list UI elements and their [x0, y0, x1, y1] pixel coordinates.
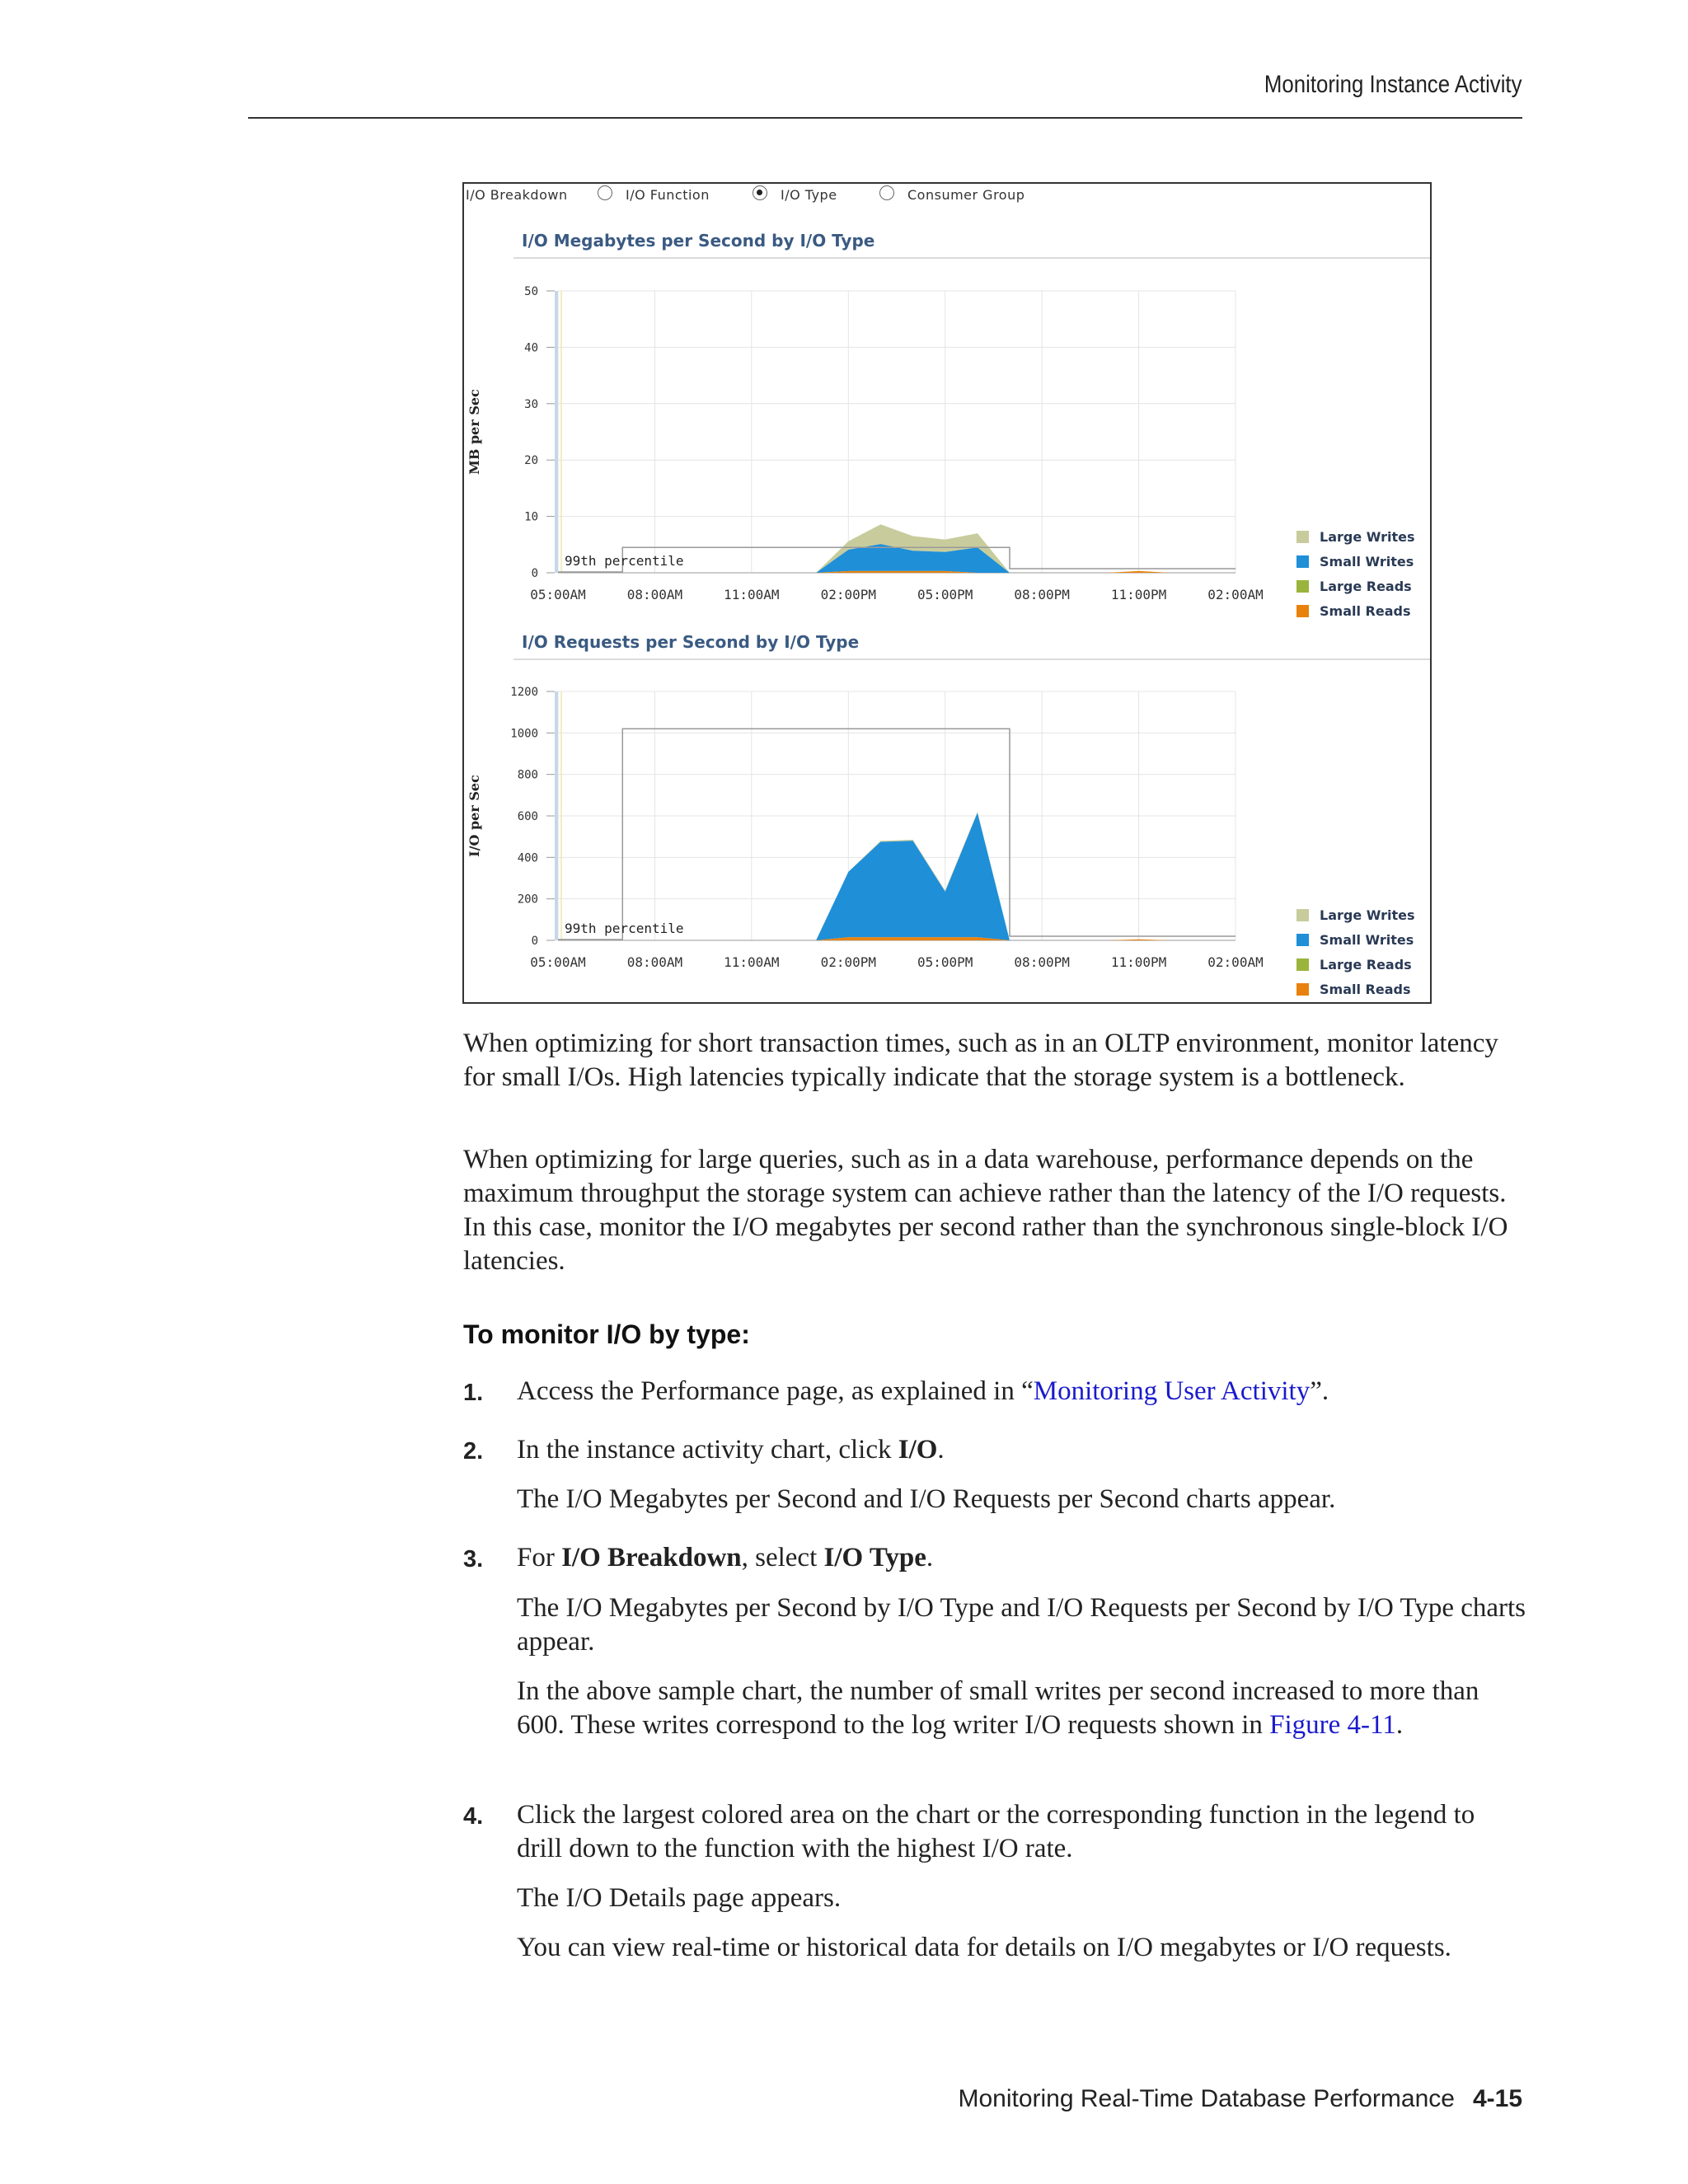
x-tick-label: 11:00AM: [724, 587, 780, 602]
step-3-io-type-bold: I/O Type: [823, 1543, 926, 1572]
chart-title: I/O Megabytes per Second by I/O Type: [522, 231, 875, 251]
legend-label-large-reads: Large Reads: [1320, 579, 1412, 594]
x-tick-label: 05:00AM: [530, 954, 586, 970]
legend-swatch-large-writes: [1296, 531, 1309, 543]
legend-swatch-small-writes: [1296, 934, 1309, 946]
step-3-number: 3.: [463, 1546, 484, 1572]
step-1-text-before: Access the Performance page, as explained in “: [517, 1376, 1034, 1406]
radio-consumer-group-label[interactable]: Consumer Group: [907, 187, 1025, 203]
paragraph-data-warehouse: When optimizing for large queries, such as in a data warehouse, performance depends on the maximum throughput the storage system can achieve rather than the latency of the I/O requests. In this case, monitor the I/O megabytes per second rather than the synchronous single-block I/O latencies.: [463, 1145, 1508, 1276]
x-tick-label: 02:00AM: [1207, 587, 1264, 602]
y-tick-label: 800: [517, 768, 538, 782]
step-4-number: 4.: [463, 1803, 484, 1830]
y-tick-label: 30: [524, 397, 538, 411]
monitoring-user-activity-link[interactable]: Monitoring User Activity: [1033, 1376, 1311, 1406]
step-2-io-bold: I/O: [898, 1435, 938, 1465]
step-3-text-mid: , select: [741, 1543, 824, 1572]
step-2-text-after: .: [937, 1435, 945, 1465]
x-tick-label: 02:00PM: [820, 954, 877, 970]
step-3-text-after: .: [926, 1543, 934, 1572]
legend-swatch-small-writes: [1296, 555, 1309, 568]
radio-io-function[interactable]: [598, 185, 612, 200]
legend-label-large-reads: Large Reads: [1320, 957, 1412, 972]
io-requests-chart: [464, 607, 1430, 1002]
running-footer: [958, 2085, 1522, 2113]
io-breakdown-label: I/O Breakdown: [466, 187, 568, 203]
step-1-text: [517, 1375, 1526, 1408]
y-axis-bar: [555, 691, 558, 940]
x-tick-label: 05:00PM: [917, 954, 973, 970]
header-rule: [248, 117, 1522, 119]
y-tick-label: 40: [524, 341, 538, 355]
legend-label-small-writes: Small Writes: [1320, 554, 1414, 569]
radio-io-type[interactable]: [753, 185, 767, 200]
x-tick-label: 08:00PM: [1014, 954, 1070, 970]
y-tick-label: 1200: [510, 686, 538, 699]
radio-consumer-group[interactable]: [879, 185, 894, 200]
y-tick-label: 200: [517, 893, 538, 907]
legend-swatch-large-reads: [1296, 958, 1309, 971]
step-3-text-before: For: [517, 1543, 562, 1572]
legend-label-small-writes: Small Writes: [1320, 932, 1414, 948]
x-tick-label: 02:00AM: [1207, 954, 1264, 970]
y-tick-label: 0: [531, 935, 538, 948]
y-tick-label: 1000: [510, 727, 538, 741]
step-3-note: [517, 1675, 1526, 1742]
page-number: 4-15: [1472, 2085, 1522, 2112]
y-tick-label: 400: [517, 851, 538, 865]
procedure-heading: To monitor I/O by type:: [463, 1319, 750, 1349]
step-1-text-after: ”.: [1310, 1376, 1329, 1406]
chart-title: I/O Requests per Second by I/O Type: [522, 632, 860, 652]
y-tick-label: 20: [524, 454, 538, 468]
y-axis-label: MB per Sec: [467, 389, 482, 475]
step-2-text: [517, 1433, 1526, 1467]
step-3-text: [517, 1541, 1526, 1575]
x-tick-label: 11:00PM: [1110, 587, 1167, 602]
x-tick-label: 11:00AM: [724, 954, 780, 970]
running-header: Monitoring Instance Activity: [1264, 71, 1522, 98]
y-tick-label: 10: [524, 510, 538, 524]
legend-label-small-reads: Small Reads: [1320, 603, 1411, 619]
legend-label-large-writes: Large Writes: [1320, 529, 1415, 545]
x-tick-label: 08:00AM: [626, 954, 683, 970]
series-area-small-reads: [558, 937, 1236, 940]
x-tick-label: 05:00PM: [917, 587, 973, 602]
step-3-note-after: .: [1395, 1710, 1404, 1740]
paragraph-oltp: When optimizing for short transaction times, such as in an OLTP environment, monitor latency for small I/Os. High latencies typically indicate that the storage system is a bottleneck.: [463, 1029, 1498, 1092]
x-tick-label: 11:00PM: [1110, 954, 1167, 970]
x-tick-label: 08:00PM: [1014, 587, 1070, 602]
legend-swatch-large-writes: [1296, 909, 1309, 921]
step-2-number: 2.: [463, 1438, 484, 1465]
radio-io-function-label[interactable]: I/O Function: [626, 187, 710, 203]
io-megabytes-chart: [464, 207, 1430, 619]
legend-label-small-reads: Small Reads: [1320, 982, 1411, 997]
step-3-note-before: In the above sample chart, the number of small writes per second increased to more than 600. These writes correspond to the log writer I/O requests shown in: [517, 1676, 1479, 1740]
legend-swatch-small-reads: [1296, 983, 1309, 996]
io-breakdown-radio-group: [464, 184, 1430, 207]
io-figure: [462, 182, 1432, 1004]
step-1-number: 1.: [463, 1380, 484, 1406]
legend-swatch-large-reads: [1296, 580, 1309, 593]
x-tick-label: 02:00PM: [820, 587, 877, 602]
step-4-result: The I/O Details page appears.: [517, 1883, 842, 1913]
legend-label-large-writes: Large Writes: [1320, 907, 1415, 923]
step-2-result: The I/O Megabytes per Second and I/O Requests per Second charts appear.: [517, 1484, 1336, 1514]
step-3-result: The I/O Megabytes per Second by I/O Type and I/O Requests per Second by I/O Type charts appear.: [517, 1593, 1526, 1657]
y-tick-label: 600: [517, 810, 538, 823]
step-4-text: Click the largest colored area on the chart or the corresponding function in the legend to drill down to the function with the highest I/O rate.: [517, 1800, 1475, 1863]
y-axis-bar: [555, 291, 558, 573]
figure-4-11-link[interactable]: Figure 4-11: [1269, 1710, 1396, 1740]
y-axis-label: I/O per Sec: [467, 775, 482, 857]
footer-title: Monitoring Real-Time Database Performance: [958, 2085, 1455, 2112]
step-4-result-2: You can view real-time or historical data for details on I/O megabytes or I/O requests.: [517, 1933, 1451, 1962]
percentile-label: 99th percentile: [565, 553, 684, 569]
radio-io-type-label[interactable]: I/O Type: [781, 187, 837, 203]
x-tick-label: 08:00AM: [626, 587, 683, 602]
y-tick-label: 0: [531, 567, 538, 580]
percentile-label: 99th percentile: [565, 921, 684, 936]
x-tick-label: 05:00AM: [530, 587, 586, 602]
y-tick-label: 50: [524, 285, 538, 298]
step-2-text-before: In the instance activity chart, click: [517, 1435, 898, 1465]
step-3-io-breakdown-bold: I/O Breakdown: [561, 1543, 742, 1572]
